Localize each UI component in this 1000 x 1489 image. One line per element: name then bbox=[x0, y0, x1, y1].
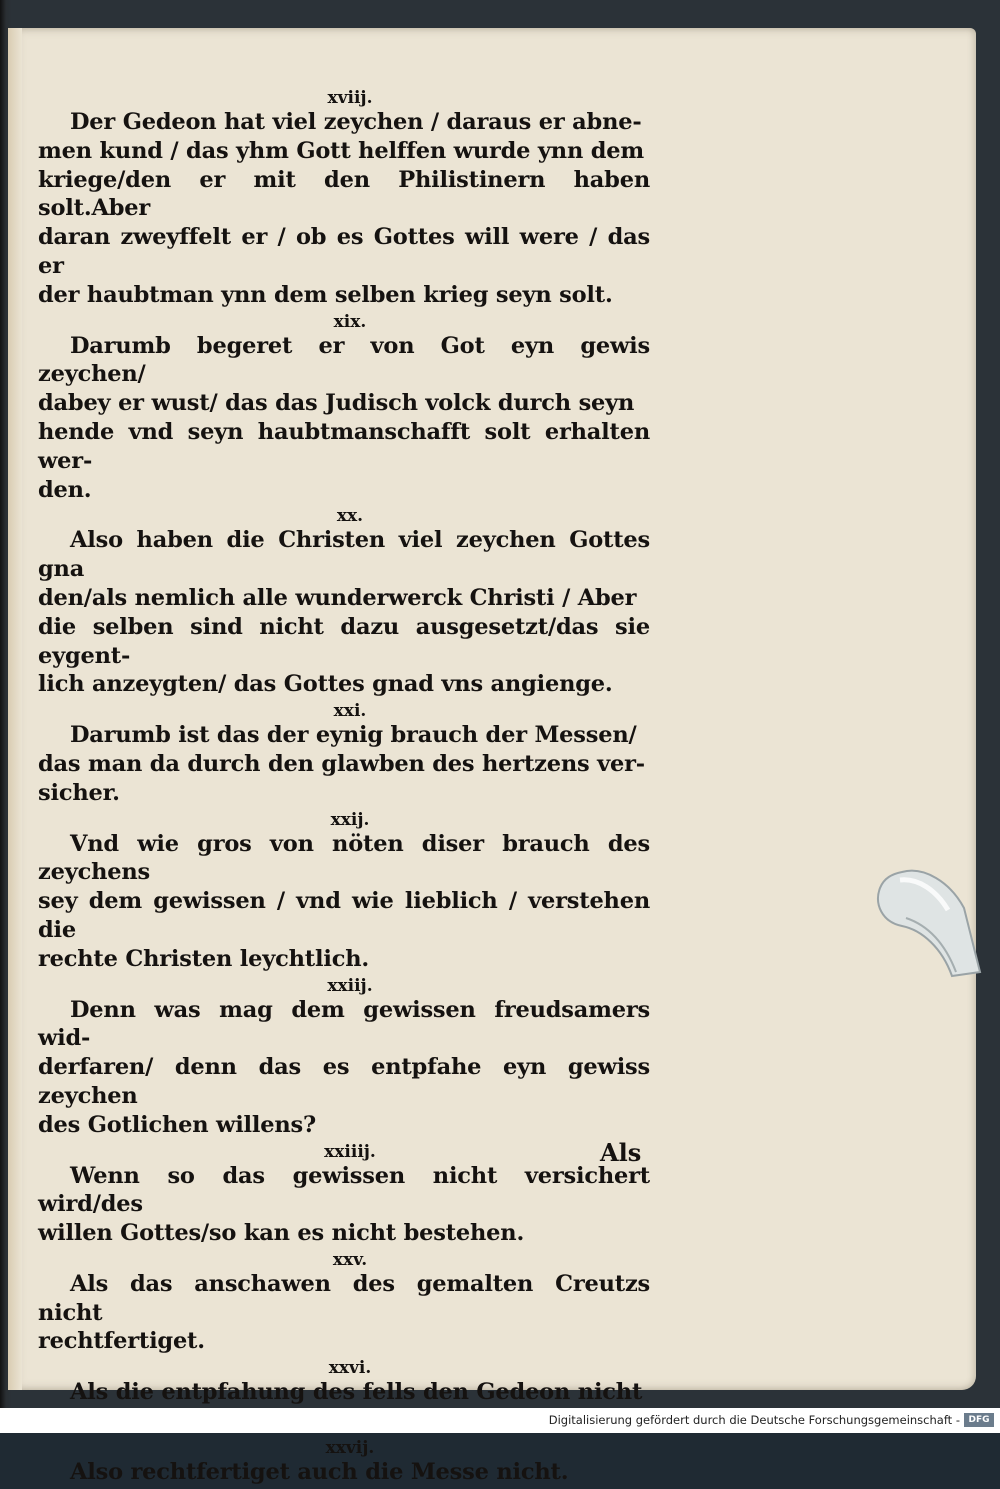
section-number: xviij. bbox=[327, 88, 373, 108]
section-number: xxvi. bbox=[328, 1358, 372, 1379]
section-number: xxiiij. bbox=[324, 1141, 376, 1162]
section-paragraph: Also haben die Christen viel zeychen Gottes gna den/als nemlich alle wunderwerck Christi / Aber die selben sind nicht dazu ausgesetzt/das sie eygent- lich anzeygten/ das Gottes gnad vns angienge. bbox=[38, 527, 650, 698]
catchword: Als bbox=[600, 1138, 642, 1167]
section-number: xxi. bbox=[333, 701, 367, 722]
section-number: xxiij. bbox=[327, 975, 373, 996]
section-number: xxvij. bbox=[325, 1437, 375, 1458]
page-text bbox=[38, 88, 650, 1489]
section-paragraph: Als das anschawen des gemalten Creutzs nicht rechtfertiget. bbox=[38, 1270, 650, 1355]
section-paragraph: Der Gedeon hat viel zeychen / daraus er abne- men kund / das yhm Gott helffen wurde ynn dem kriege/den er mit den Philistinern haben solt.Aber daran zweyffelt er / ob es Gottes will were / das er der haubtman ynn dem selben krieg seyn solt. bbox=[38, 109, 650, 308]
footer-credit: Digitalisierung gefördert durch die Deutsche Forschungsgemeinschaft - bbox=[548, 1413, 960, 1427]
section-paragraph: Also rechtfertiget auch die Messe nicht. bbox=[70, 1458, 569, 1485]
section-paragraph: Darumb begeret er von Got eyn gewis zeychen/ dabey er wust/ das das Judisch volck durch seyn hende vnd seyn haubtmanschafft solt erhalten wer- den. bbox=[38, 332, 650, 503]
section-paragraph: Darumb ist das der eynig brauch der Messen/ das man da durch den glawben des hertzens ver- sicher. bbox=[38, 722, 645, 806]
dfg-logo: DFG bbox=[964, 1413, 994, 1427]
section-paragraph: Denn was mag dem gewissen freudsamers wid- derfaren/ denn das es entpfahe eyn gewiss zeychen des Gotlichen willens? bbox=[38, 996, 650, 1138]
section-paragraph: Wenn so das gewissen nicht versichert wird/des willen Gottes/so kan es nicht bestehen. bbox=[38, 1162, 650, 1247]
section-number: xx. bbox=[336, 506, 364, 527]
page-spine-shadow bbox=[8, 28, 22, 1390]
section-paragraph: Als die entpfahung des fells den Gedeon nicht bbox=[70, 1379, 643, 1406]
section-number: xix. bbox=[333, 311, 367, 332]
section-number: xxv. bbox=[332, 1249, 368, 1270]
section-paragraph: Vnd wie gros von nöten diser brauch des zeychens sey dem gewissen / vnd wie lieblich / verstehen die rechte Christen leychtlich. bbox=[38, 830, 650, 972]
footer-bar bbox=[0, 1408, 1000, 1433]
glass-page-clip bbox=[872, 868, 982, 980]
section-number: xxij. bbox=[330, 809, 370, 830]
